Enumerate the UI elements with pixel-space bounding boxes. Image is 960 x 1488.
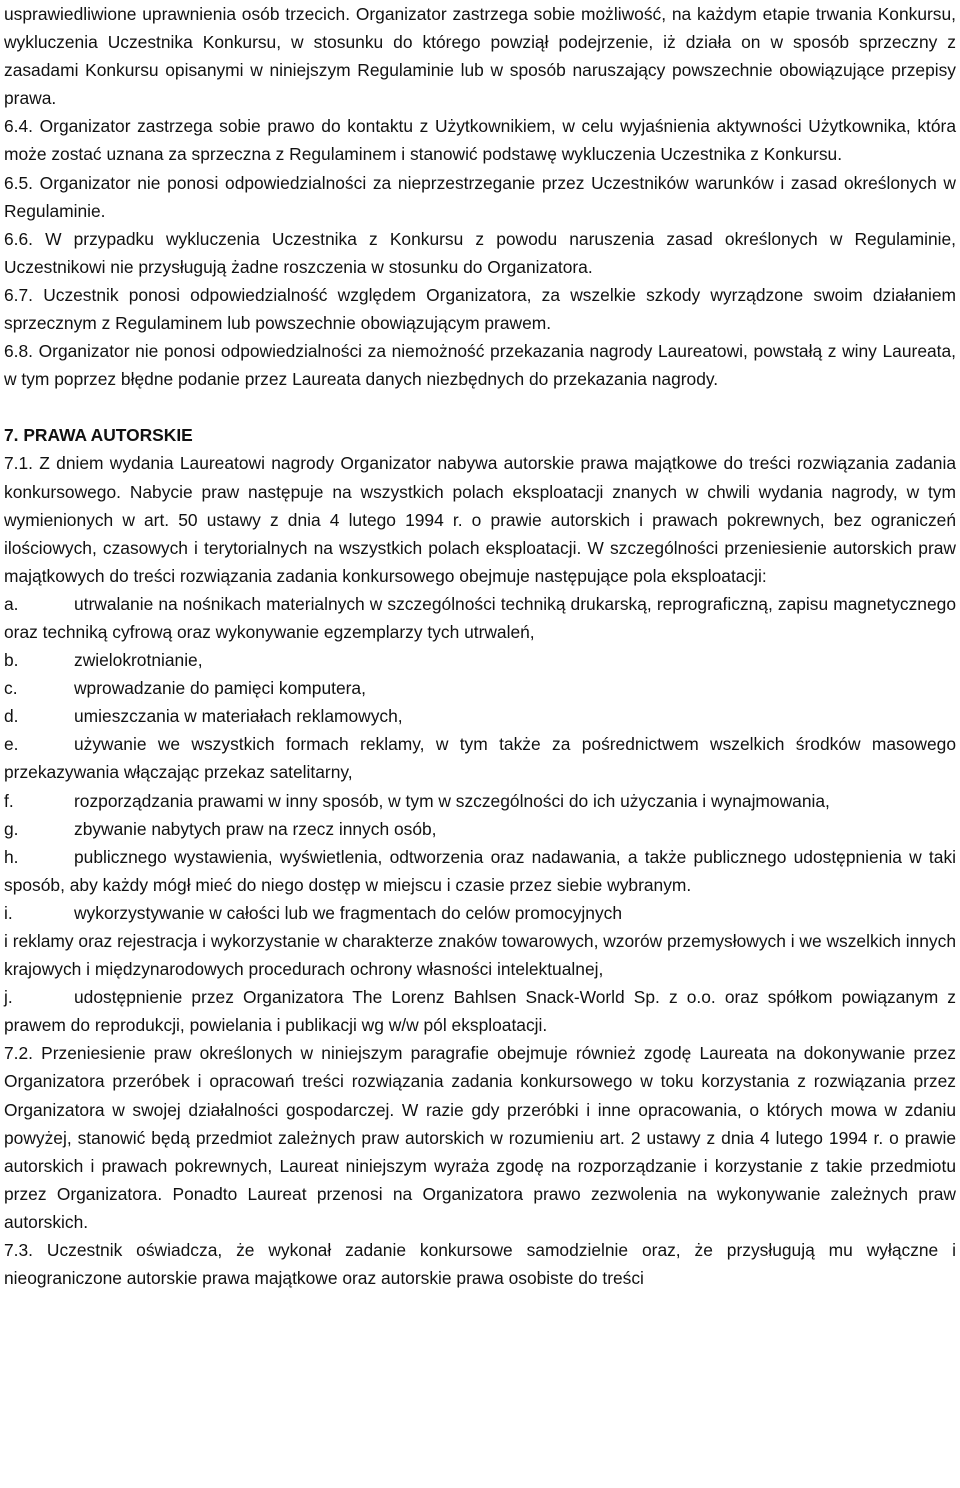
list-item-marker: c.	[4, 678, 18, 699]
list-item-marker: d.	[4, 706, 19, 727]
exploitation-fields-list	[4, 590, 956, 1040]
list-item-text: zwielokrotnianie,	[74, 650, 203, 671]
list-item-marker: e.	[4, 734, 19, 755]
list-item	[4, 899, 956, 927]
spacer	[4, 393, 956, 421]
list-item	[4, 815, 956, 843]
list-item-marker: j.	[4, 987, 13, 1008]
list-item-marker: f.	[4, 790, 14, 811]
list-item-text: publicznego wystawienia, wyświetlenia, odtworzenia oraz nadawania, a także publicznego udostępnienia w taki sposób, aby każdy mógł mieć do niego dostęp w miejscu i czasie przez siebie wybranym.	[4, 846, 956, 895]
paragraph-6-5: 6.5. Organizator nie ponosi odpowiedzialności za nieprzestrzeganie przez Uczestników warunków i zasad określonych w Regulaminie.	[4, 172, 956, 221]
list-item-text: wykorzystywanie w całości lub we fragmentach do celów promocyjnych	[74, 902, 623, 923]
paragraph-7-1: 7.1. Z dniem wydania Laureatowi nagrody Organizator nabywa autorskie prawa majątkowe do treści rozwiązania zadania konkursowego. Nabycie praw następuje na wszystkich polach eksploatacji znanych w chwili wydania nagrody, w tym wymienionych w art. 50 ustawy z dnia 4 lutego 1994 r. o prawie autorskich i prawach pokrewnych, bez ograniczeń ilościowych, czasowych i terytorialnych na wszystkich polach eksploatacji. W szczególności przeniesienie autorskich praw majątkowych do treści rozwiązania zadania konkursowego obejmuje następujące pola eksploatacji:	[4, 453, 956, 586]
list-item-text: wprowadzanie do pamięci komputera,	[74, 678, 366, 699]
list-item-text: rozporządzania prawami w inny sposób, w tym w szczególności do ich użyczania i wynajmowania,	[74, 790, 830, 811]
list-item-text: zbywanie nabytych praw na rzecz innych osób,	[74, 818, 437, 839]
list-item	[4, 787, 956, 815]
section-heading: 7. PRAWA AUTORSKIE	[4, 425, 193, 446]
list-item	[4, 674, 956, 702]
list-item	[4, 590, 956, 646]
paragraph-6-7: 6.7. Uczestnik ponosi odpowiedzialność względem Organizatora, za wszelkie szkody wyrządzone swoim działaniem sprzecznym z Regulaminem lub powszechnie obowiązującym prawem.	[4, 284, 956, 334]
list-item-marker: g.	[4, 818, 19, 839]
list-item-text: udostępnienie przez Organizatora The Lorenz Bahlsen Snack-World Sp. z o.o. oraz spółkom powiązanym z prawem do reprodukcji, powielania i publikacji wg w/w pól eksploatacji.	[4, 987, 956, 1036]
list-item	[4, 983, 956, 1039]
list-item-marker: a.	[4, 593, 19, 614]
list-item-marker: i.	[4, 902, 13, 923]
list-item-marker: h.	[4, 846, 19, 867]
paragraph-6-6: 6.6. W przypadku wykluczenia Uczestnika z Konkursu z powodu naruszenia zasad określonych w Regulaminie, Uczestnikowi nie przysługują żadne roszczenia w stosunku do Organizatora.	[4, 228, 956, 277]
list-item	[4, 730, 956, 786]
list-item	[4, 702, 956, 730]
list-item-text: utrwalanie na nośnikach materialnych w szczególności techniką drukarską, reprograficzną, zapisu magnetycznego oraz techniką cyfrową oraz wykonywanie egzemplarzy tych utrwaleń,	[4, 593, 956, 642]
list-item-marker: b.	[4, 650, 19, 671]
paragraph-7-3: 7.3. Uczestnik oświadcza, że wykonał zadanie konkursowe samodzielnie oraz, że przysługują mu wyłączne i nieograniczone autorskie prawa majątkowe oraz autorskie prawa osobiste do treści	[4, 1240, 956, 1289]
list-item-text: umieszczania w materiałach reklamowych,	[74, 706, 403, 727]
paragraph-6-8: 6.8. Organizator nie ponosi odpowiedzialności za niemożność przekazania nagrody Laureatowi, powstałą z winy Laureata, w tym poprzez błędne podanie przez Laureata danych niezbędnych do przekazania nagrody.	[4, 341, 956, 390]
paragraph-6-4: 6.4. Organizator zastrzega sobie prawo do kontaktu z Użytkownikiem, w celu wyjaśnienia aktywności Użytkownika, która może zostać uznana za sprzeczna z Regulaminem i stanowić podstawę wykluczenia Uczestnika z Konkursu.	[4, 116, 956, 165]
list-item-continuation: i reklamy oraz rejestracja i wykorzystanie w charakterze znaków towarowych, wzorów przemysłowych i we wszelkich innych krajowych i międzynarodowych procedurach ochrony własności intelektualnej,	[4, 931, 956, 980]
list-item	[4, 843, 956, 899]
paragraph-6-3-continuation: usprawiedliwione uprawnienia osób trzecich. Organizator zastrzega sobie możliwość, na każdym etapie trwania Konkursu, wykluczenia Uczestnika Konkursu, w stosunku do którego powziął podejrzenie, iż działa on w sposób sprzeczny z zasadami Konkursu opisanymi w niniejszym Regulaminie lub w sposób naruszający powszechnie obowiązujące przepisy prawa.	[4, 4, 956, 109]
paragraph-7-2: 7.2. Przeniesienie praw określonych w niniejszym paragrafie obejmuje również zgodę Laureata na dokonywanie przez Organizatora przeróbek i opracowań treści rozwiązania zadania konkursowego w toku korzystania z rozwiązania przez Organizatora w swojej działalności gospodarczej. W razie gdy przeróbki i inne opracowania, o których mowa w zdaniu powyżej, stanowić będą przedmiot zależnych praw autorskich w rozumieniu art. 2 ustawy z dnia 4 lutego 1994 r. o prawie autorskich i prawach pokrewnych, Laureat niniejszym wyraża zgodę na rozporządzanie i korzystanie z takie przedmiotu przez Organizatora. Ponadto Laureat przenosi na Organizatora prawo zezwolenia na wykonywanie zależnych praw autorskich.	[4, 1043, 956, 1232]
list-item-text: używanie we wszystkich formach reklamy, w tym także za pośrednictwem wszelkich środków masowego przekazywania włączając przekaz satelitarny,	[4, 734, 956, 783]
list-item	[4, 646, 956, 674]
